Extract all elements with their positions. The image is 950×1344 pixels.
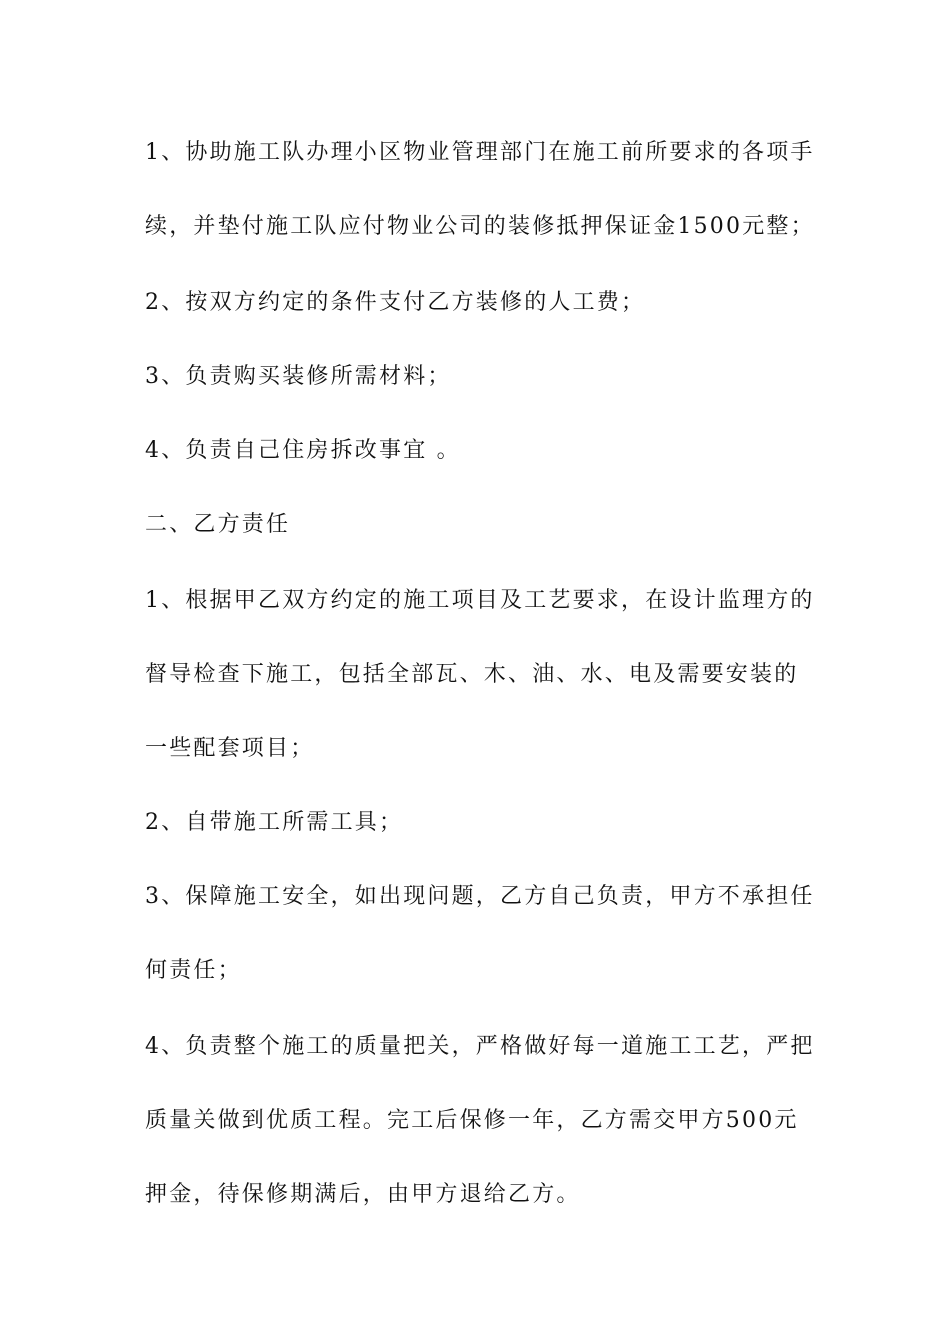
text-line: 1、根据甲乙双方约定的施工项目及工艺要求，在设计监理方的: [145, 588, 815, 613]
text-line: 押金，待保修期满后，由甲方退给乙方。: [145, 1182, 581, 1207]
text-line: 质量关做到优质工程。完工后保修一年，乙方需交甲方500元: [145, 1108, 799, 1133]
text-line: 督导检查下施工，包括全部瓦、木、油、水、电及需要安装的: [145, 662, 799, 687]
text-line: 续，并垫付施工队应付物业公司的装修抵押保证金1500元整；: [145, 214, 815, 239]
text-line: 2、按双方约定的条件支付乙方装修的人工费；: [145, 290, 646, 315]
text-line: 3、负责购买装修所需材料；: [145, 364, 452, 389]
text-line: 3、保障施工安全，如出现问题，乙方自己负责，甲方不承担任: [145, 884, 815, 909]
text-line: 4、负责自己住房拆改事宜 。: [145, 438, 461, 463]
text-line: 何责任；: [145, 958, 242, 983]
text-line: 4、负责整个施工的质量把关，严格做好每一道施工工艺，严把: [145, 1034, 815, 1059]
text-line: 一些配套项目；: [145, 736, 315, 761]
text-line: 2、自带施工所需工具；: [145, 810, 404, 835]
text-line: 1、协助施工队办理小区物业管理部门在施工前所要求的各项手: [145, 140, 815, 165]
section-heading: 二、乙方责任: [145, 512, 291, 537]
